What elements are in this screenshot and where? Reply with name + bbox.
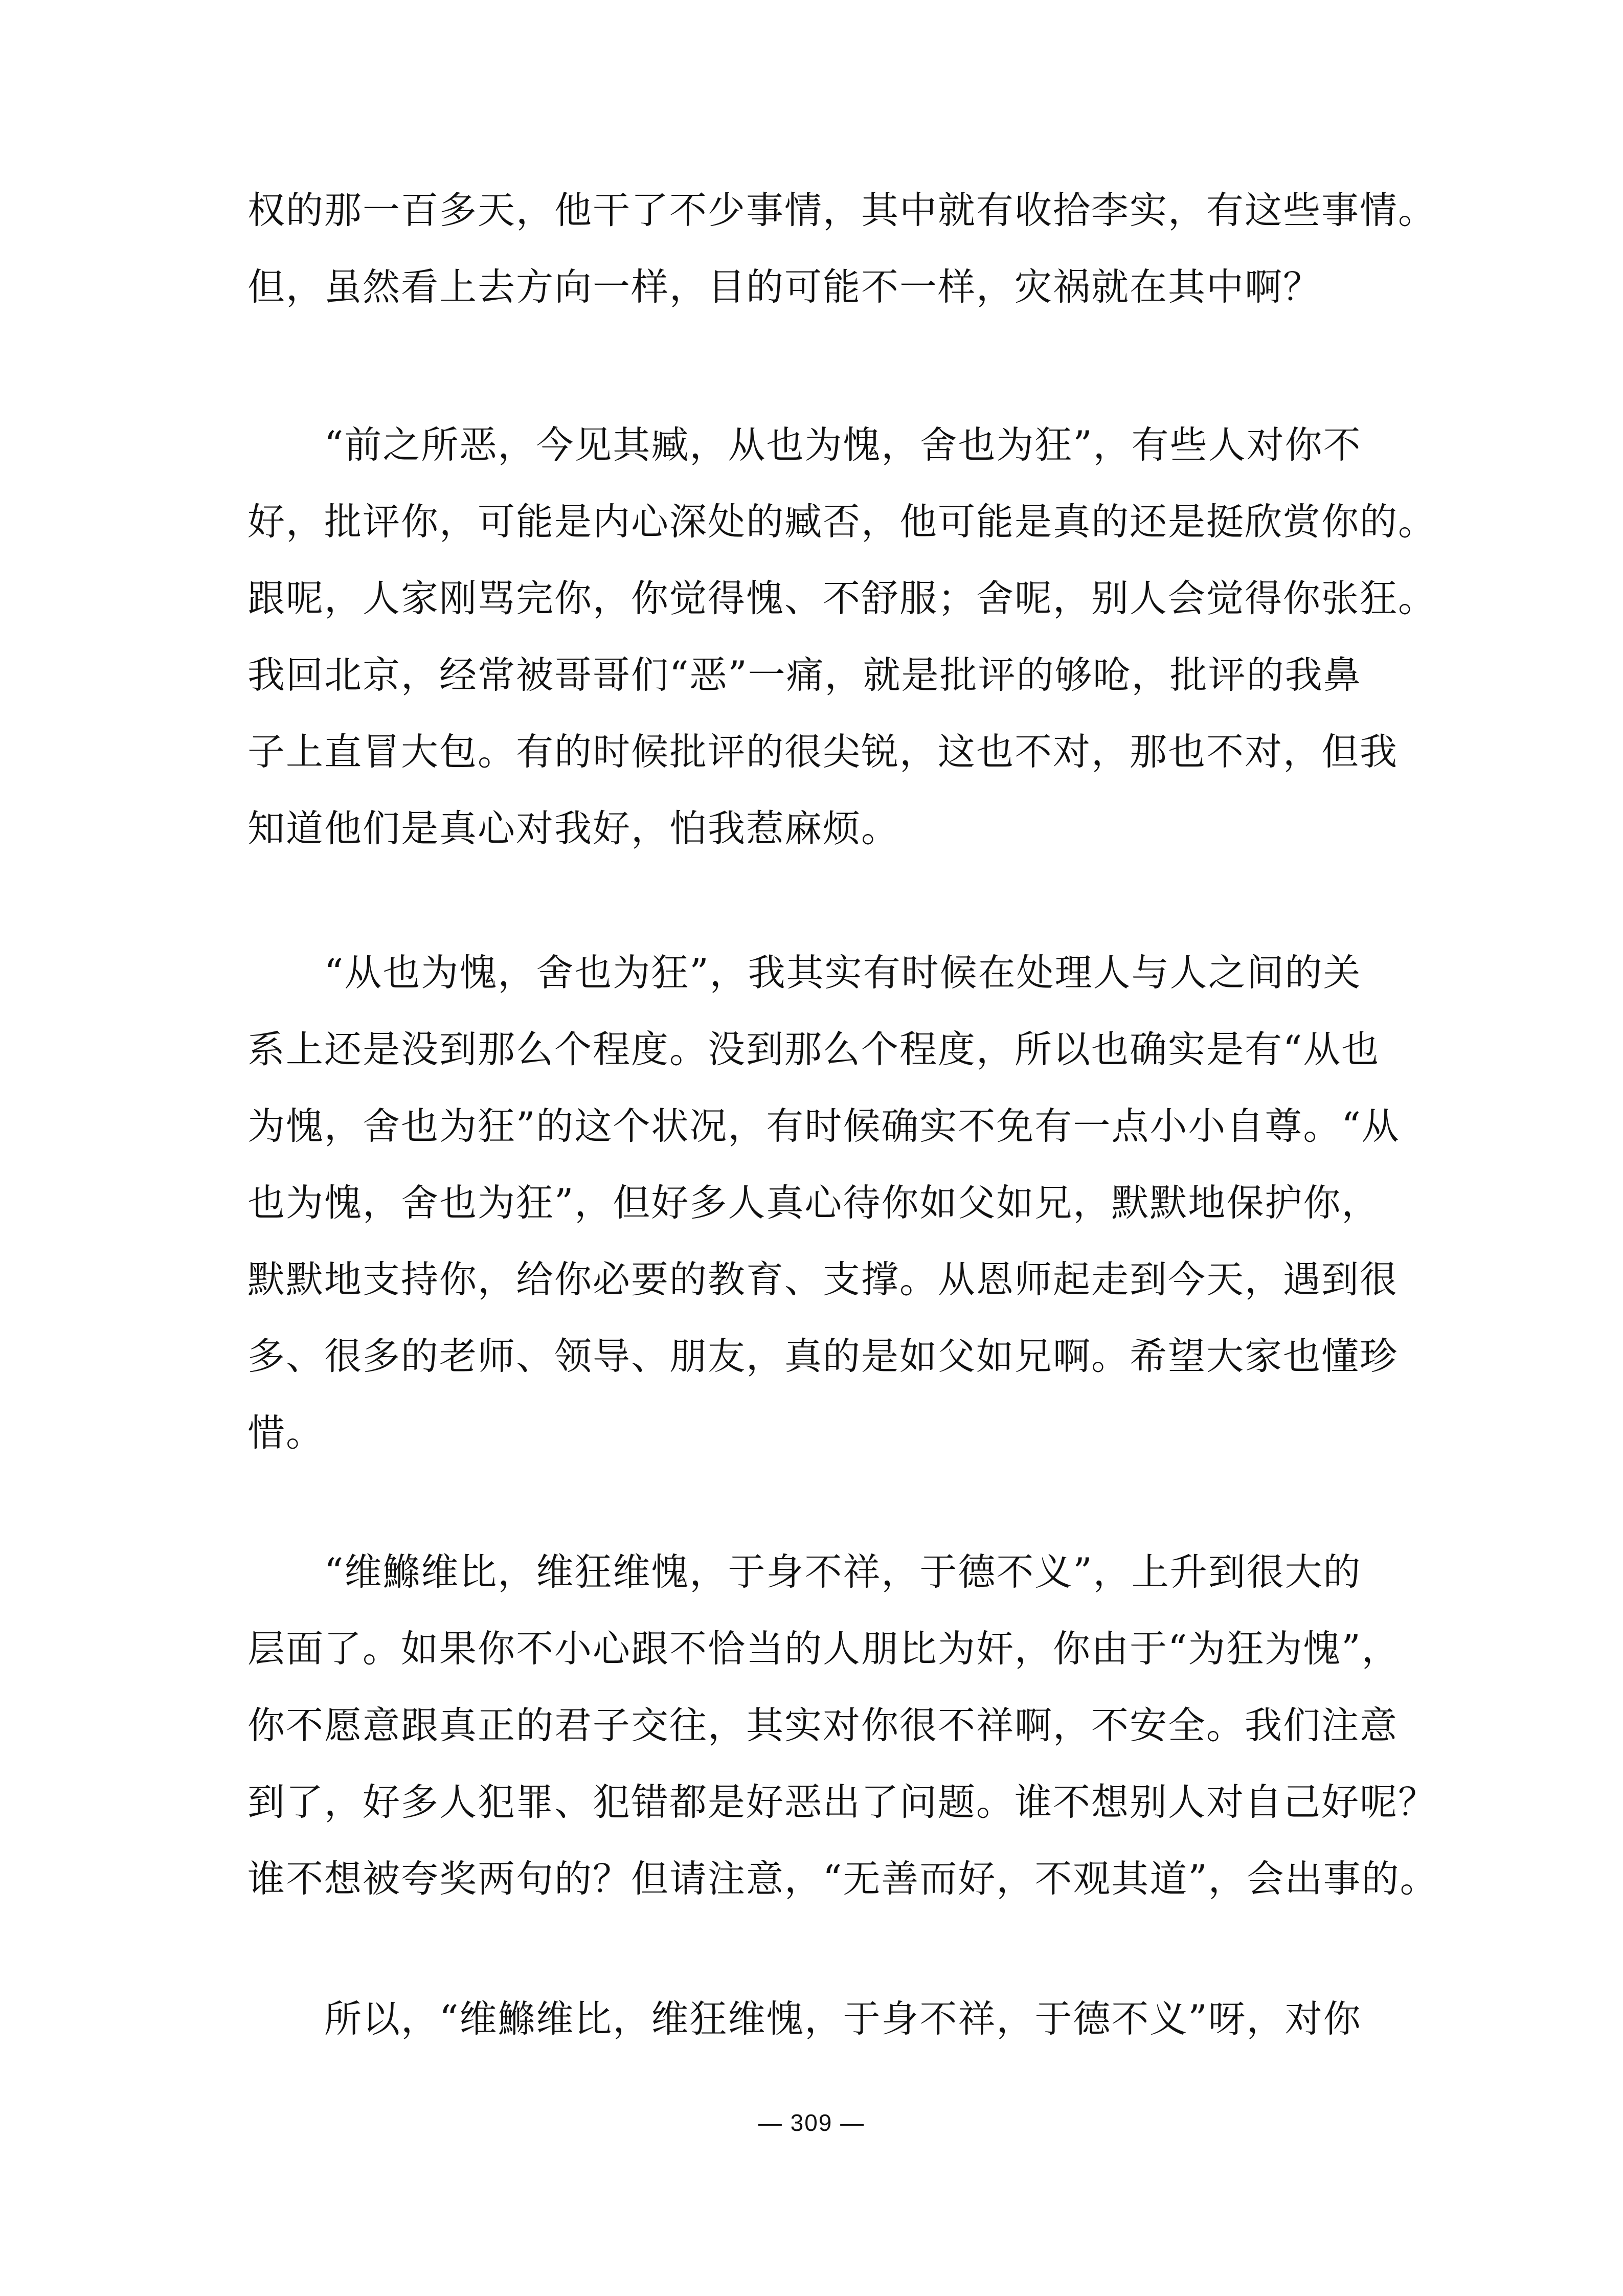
text-line: 跟呢，人家刚骂完你，你觉得愧、不舒服；舍呢，别人会觉得你张狂。 [247, 577, 1436, 620]
paragraph-1 [247, 172, 1436, 326]
text-line: 也为愧，舍也为狂”，但好多人真心待你如父如兄，默默地保护你， [247, 1181, 1380, 1225]
text-line: “前之所恶，今见其臧，从也为愧，舍也为狂”，有些人对你不 [247, 423, 1362, 467]
page-number: — 309 — [758, 2109, 865, 2136]
text-line: 权的那一百多天，他干了不少事情，其中就有收拾李实，有这些事情。 [247, 189, 1436, 232]
text-line: 惜。 [247, 1411, 324, 1455]
text-line: 谁不想被夸奖两句的？但请注意，“无善而好，不观其道”，会出事的。 [247, 1857, 1438, 1901]
text-line: 多、很多的老师、领导、朋友，真的是如父如兄啊。希望大家也懂珍 [247, 1335, 1398, 1378]
text-line: 到了，好多人犯罪、犯错都是好恶出了问题。谁不想别人对自己好呢？ [247, 1781, 1436, 1824]
text-line: 所以，“维鰷维比，维狂维愧，于身不祥，于德不义”呀，对你 [247, 1997, 1362, 2041]
text-line: 知道他们是真心对我好，怕我惹麻烦。 [247, 807, 899, 850]
text-line: 默默地支持你，给你必要的教育、支撑。从恩师起走到今天，遇到很 [247, 1258, 1398, 1301]
paragraph-5 [247, 1981, 1362, 2058]
paragraph-4 [247, 1534, 1438, 1918]
paragraph-2 [247, 407, 1436, 867]
text-line: 你不愿意跟真正的君子交往，其实对你很不祥啊，不安全。我们注意 [247, 1704, 1398, 1747]
text-line: 我回北京，经常被哥哥们“恶”一痛，就是批评的够呛，批评的我鼻 [247, 654, 1362, 697]
text-line: 好，批评你，可能是内心深处的臧否，他可能是真的还是挺欣赏你的。 [247, 500, 1436, 544]
text-line: 但，虽然看上去方向一样，目的可能不一样，灾祸就在其中啊？ [247, 265, 1321, 309]
paragraph-3 [247, 935, 1400, 1472]
text-line: 子上直冒大包。有的时候批评的很尖锐，这也不对，那也不对，但我 [247, 730, 1398, 774]
text-line: 层面了。如果你不小心跟不恰当的人朋比为奸，你由于“为狂为愧”， [247, 1627, 1400, 1671]
text-line: 系上还是没到那么个程度。没到那么个程度，所以也确实是有“从也 [247, 1028, 1380, 1071]
text-line: “维鰷维比，维狂维愧，于身不祥，于德不义”，上升到很大的 [247, 1550, 1362, 1594]
text-line: 为愧，舍也为狂”的这个状况，有时候确实不免有一点小小自尊。“从 [247, 1105, 1400, 1148]
text-line: “从也为愧，舍也为狂”，我其实有时候在处理人与人之间的关 [247, 951, 1362, 995]
